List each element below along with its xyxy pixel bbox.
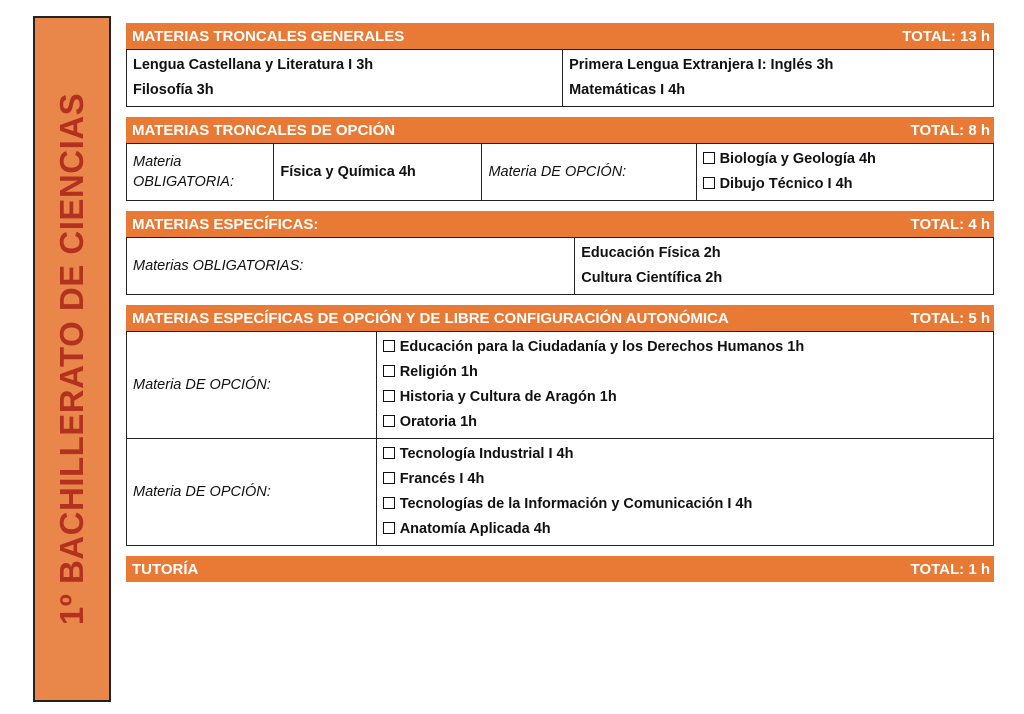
option-item — [383, 442, 987, 467]
section-troncales-generales — [126, 23, 994, 107]
section-header — [126, 305, 994, 331]
section-total: TOTAL: 1 h — [910, 560, 990, 578]
subjects-table — [126, 143, 994, 201]
options-cell — [376, 439, 993, 546]
checkbox[interactable] — [703, 177, 715, 189]
section-title: MATERIAS TRONCALES DE OPCIÓN — [132, 121, 396, 139]
subject-item: Matemáticas I 4h — [569, 82, 686, 98]
section-header — [126, 211, 994, 237]
opcion-label: Materia DE OPCIÓN: — [127, 439, 377, 546]
section-troncales-opcion — [126, 117, 994, 201]
subjects-left-cell — [127, 50, 563, 107]
option-item — [383, 385, 987, 410]
options-cell — [696, 144, 993, 201]
obligatorias-cell — [575, 238, 994, 295]
option-label: Biología y Geología 4h — [719, 151, 876, 167]
option-item — [383, 467, 987, 492]
section-tutoria — [126, 556, 994, 582]
section-especificas-opcion — [126, 305, 994, 546]
option-item — [703, 147, 987, 172]
opcion-label: Materia DE OPCIÓN: — [482, 144, 696, 201]
section-header — [126, 23, 994, 49]
section-total: TOTAL: 13 h — [902, 27, 990, 45]
obligatorias-label: Materias OBLIGATORIAS: — [127, 238, 575, 295]
section-title: MATERIAS ESPECÍFICAS DE OPCIÓN Y DE LIBRE CONFIGURACIÓN AUTONÓMICA — [132, 309, 729, 327]
subjects-right-cell — [563, 50, 994, 107]
option-item — [383, 492, 987, 517]
subject-item: Lengua Castellana y Literatura I 3h — [133, 57, 374, 73]
obligatoria-subject: Física y Química 4h — [274, 144, 482, 201]
option-item — [383, 335, 987, 360]
section-title: TUTORÍA — [132, 560, 199, 578]
checkbox[interactable] — [383, 415, 395, 427]
option-label: Historia y Cultura de Aragón 1h — [399, 389, 617, 405]
section-especificas — [126, 211, 994, 295]
subject-item: Cultura Científica 2h — [581, 270, 723, 286]
schedule-sheet — [126, 23, 994, 582]
course-title: 1º BACHILLERATO DE CIENCIAS — [53, 92, 90, 626]
option-item — [383, 517, 987, 542]
section-total: TOTAL: 5 h — [910, 309, 990, 327]
option-label: Religión 1h — [399, 364, 478, 380]
checkbox[interactable] — [383, 447, 395, 459]
section-total: TOTAL: 8 h — [910, 121, 990, 139]
side-panel — [33, 16, 111, 702]
subjects-table — [126, 331, 994, 546]
checkbox[interactable] — [383, 390, 395, 402]
section-title: MATERIAS TRONCALES GENERALES — [132, 27, 405, 45]
checkbox[interactable] — [383, 472, 395, 484]
checkbox[interactable] — [383, 522, 395, 534]
subject-item: Educación Física 2h — [581, 245, 721, 261]
option-label: Tecnología Industrial I 4h — [399, 446, 574, 462]
checkbox[interactable] — [383, 340, 395, 352]
subject-item: Primera Lengua Extranjera I: Inglés 3h — [569, 57, 834, 73]
checkbox[interactable] — [383, 365, 395, 377]
section-header — [126, 556, 994, 582]
option-item — [383, 360, 987, 385]
obligatoria-label: Materia OBLIGATORIA: — [127, 144, 274, 201]
subjects-table — [126, 237, 994, 295]
option-item — [383, 410, 987, 435]
option-label: Francés I 4h — [399, 471, 485, 487]
opcion-label: Materia DE OPCIÓN: — [127, 332, 377, 439]
checkbox[interactable] — [703, 152, 715, 164]
option-label: Tecnologías de la Información y Comunicación I 4h — [399, 496, 753, 512]
option-item — [703, 172, 987, 197]
checkbox[interactable] — [383, 497, 395, 509]
option-label: Dibujo Técnico I 4h — [719, 176, 853, 192]
section-header — [126, 117, 994, 143]
section-title: MATERIAS ESPECÍFICAS: — [132, 215, 319, 233]
section-total: TOTAL: 4 h — [910, 215, 990, 233]
options-cell — [376, 332, 993, 439]
option-label: Oratoria 1h — [399, 414, 478, 430]
option-label: Educación para la Ciudadanía y los Derechos Humanos 1h — [399, 339, 805, 355]
subject-item: Filosofía 3h — [133, 82, 214, 98]
option-label: Anatomía Aplicada 4h — [399, 521, 551, 537]
subjects-table — [126, 49, 994, 107]
